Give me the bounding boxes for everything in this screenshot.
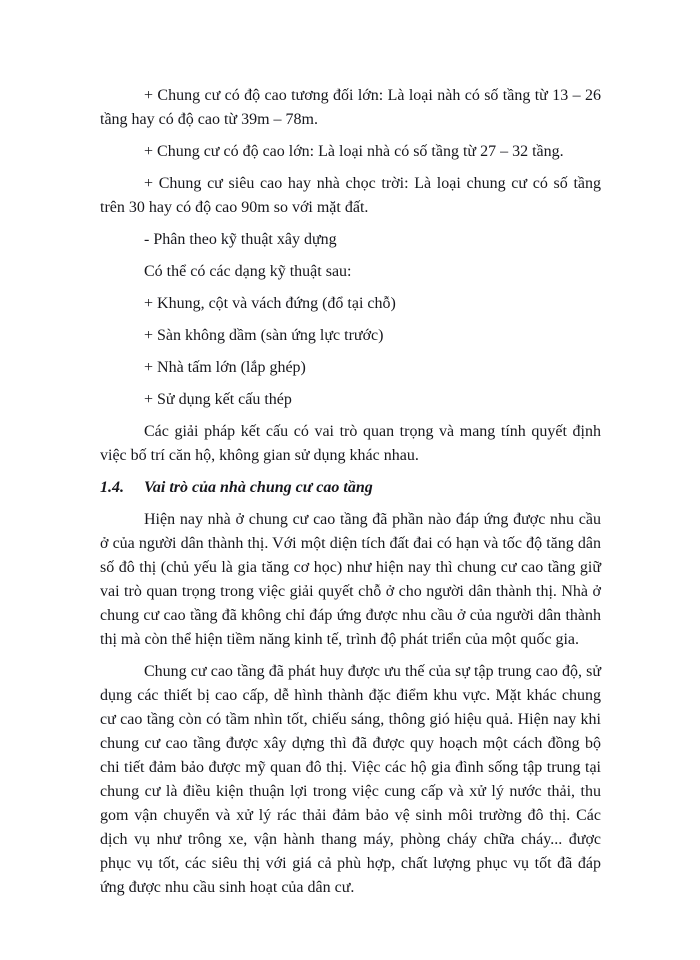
list-item-panel: + Nhà tấm lớn (lắp ghép) bbox=[144, 359, 306, 376]
section-number: 1.4. bbox=[100, 479, 124, 496]
paragraph-height-medium: + Chung cư có độ cao tương đối lớn: Là loại nàh có số tầng từ 13 – 26 tầng hay có độ cao từ 39m – 78m. bbox=[100, 87, 601, 128]
list-item-steel: + Sử dụng kết cấu thép bbox=[144, 391, 292, 408]
section-title: Vai trò của nhà chung cư cao tầng bbox=[144, 479, 373, 496]
paragraph-structure-solutions: Các giải pháp kết cấu có vai trò quan trọng và mang tính quyết định việc bố trí căn hộ, không gian sử dụng khác nhau. bbox=[100, 423, 601, 464]
paragraph-height-large: + Chung cư có độ cao lớn: Là loại nhà có số tầng từ 27 – 32 tầng. bbox=[144, 143, 564, 160]
paragraph-technique-label: - Phân theo kỹ thuật xây dựng bbox=[144, 231, 337, 248]
section-heading bbox=[100, 476, 601, 500]
paragraph-skyscraper: + Chung cư siêu cao hay nhà chọc trời: Là loại chung cư có số tầng trên 30 hay có độ cao 90m so với mặt đất. bbox=[100, 175, 601, 216]
paragraph-role-housing: Hiện nay nhà ở chung cư cao tầng đã phần nào đáp ứng được nhu cầu ở của người dân thành thị. Với một diện tích đất đai có hạn và tốc độ tăng dân số đô thị (chủ yếu là gia tăng cơ học) như hiện nay thì chung cư cao tầng giữ vai trò quan trọng trong việc giải quyết chỗ ở cho người dân thành thị. Nhà ở chung cư cao tầng đã không chỉ đáp ứng được nhu cầu ở của người dân thành thị mà còn thể hiện tiềm năng kinh tế, trình độ phát triển của một quốc gia. bbox=[100, 511, 601, 648]
paragraph-technique-intro: Có thể có các dạng kỹ thuật sau: bbox=[144, 263, 352, 280]
list-item-frame: + Khung, cột và vách đứng (đổ tại chỗ) bbox=[144, 295, 396, 312]
list-item-slab: + Sàn không dầm (sàn ứng lực trước) bbox=[144, 327, 384, 344]
paragraph-role-advantages: Chung cư cao tầng đã phát huy được ưu thế của sự tập trung cao độ, sử dụng các thiết bị cao cấp, dễ hình thành đặc điểm khu vực. Mặt khác chung cư cao tầng còn có tầm nhìn tốt, chiếu sáng, thông gió hiệu quả. Hiện nay khi chung cư cao tầng được xây dựng thì đã được quy hoạch một cách đồng bộ chi tiết đảm bảo được mỹ quan đô thị. Việc các hộ gia đình sống tập trung tại chung cư là điều kiện thuận lợi trong việc cung cấp và xử lý nước thải, thu gom vận chuyển và xử lý rác thải đảm bảo vệ sinh môi trường đô thị. Các dịch vụ như trông xe, vận hành thang máy, phòng cháy chữa cháy... được phục vụ tốt, các siêu thị với giá cả phù hợp, chất lượng phục vụ tốt đã đáp ứng được nhu cầu sinh hoạt của dân cư. bbox=[100, 663, 601, 896]
